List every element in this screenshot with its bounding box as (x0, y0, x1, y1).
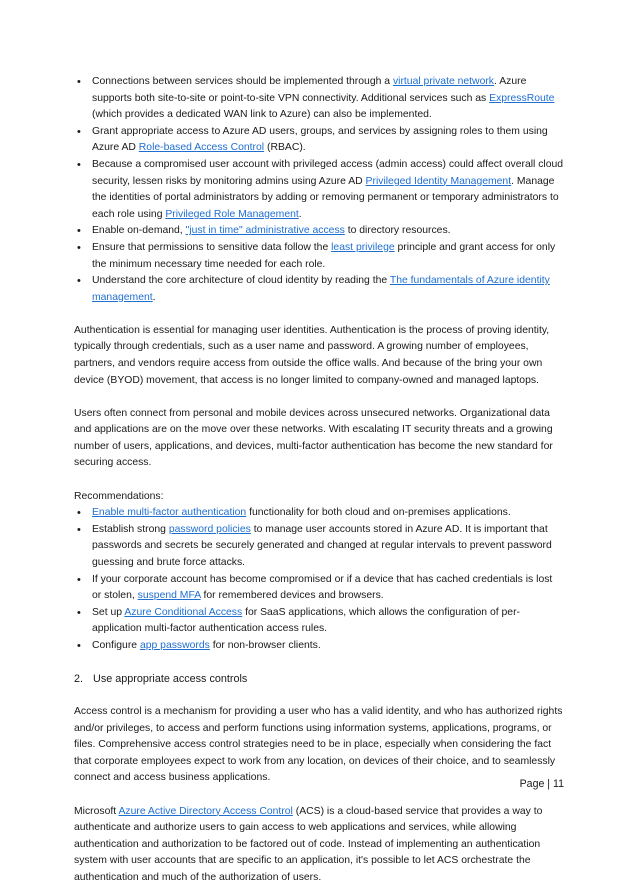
list-item: • Grant appropriate access to Azure AD users, groups, and services by assigning roles to them using Azure AD Role-based Access Control (RBAC). (74, 124, 564, 157)
list-item: • Establish strong password policies to manage user accounts stored in Azure AD. It is important that passwords and secrets be securely generated and changed at regular intervals to prevent password guessing and brute force attacks. (74, 522, 564, 572)
azure-ad-access-control-link[interactable]: Azure Active Directory Access Control (118, 805, 293, 817)
document-page (74, 74, 564, 887)
page-number: Page | 11 (519, 778, 564, 790)
acs-paragraph: Microsoft Azure Active Directory Access Control (ACS) is a cloud-based service that provides a way to authenticate and authorize users to gain access to web applications and services, while allowing authentication and authorization to be factored out of code. Instead of implementing an authentication system with user accounts that are specific to an application, it's possible to let ACS orchestrate the authentication and much of the authorization of users. (74, 805, 543, 883)
section-title: Use appropriate access controls (93, 673, 248, 685)
recommendations-label: Recommendations: (74, 490, 164, 502)
authentication-paragraph: Authentication is essential for managing user identities. Authentication is the process of proving identity, typically through credentials, such as a user name and password. A growing number of employees, partners, and vendors require access from outside the office walls. And because of the bring your own device (BYOD) movement, that access is no longer limited to company-owned and managed laptops. (74, 324, 550, 386)
just-in-time-access-link[interactable]: "just in time" administrative access (185, 225, 345, 237)
recommendations-list (74, 505, 564, 654)
list-item: • Configure app passwords for non-browser clients. (74, 638, 564, 655)
users-paragraph: Users often connect from personal and mobile devices across unsecured networks. Organizational data and applications are on the move over these networks. With escalating IT security threats and a growing number of users, applications, and devices, multi-factor authentication has become the new standard for securing access. (74, 407, 553, 469)
section-heading (74, 671, 564, 688)
rbac-link[interactable]: Role-based Access Control (138, 142, 265, 154)
app-passwords-link[interactable]: app passwords (139, 639, 210, 651)
virtual-private-network-link[interactable]: virtual private network (392, 76, 494, 87)
list-item: • Because a compromised user account with privileged access (admin access) could affect overall cloud security, lessen risks by monitoring admins using Azure AD Privileged Identity Management. Manage the identities of portal administrators by adding or removing permanent or temporary administrators to each role using Privileged Role Management. (74, 157, 564, 223)
list-item: • Enable on-demand, "just in time" administrative access to directory resources. (74, 223, 564, 240)
list-item: • Ensure that permissions to sensitive data follow the least privilege principle and grant access for only the minimum necessary time needed for each role. (74, 240, 564, 273)
azure-identity-fundamentals-link[interactable]: The fundamentals of Azure identity management (92, 275, 550, 303)
enable-mfa-link[interactable]: Enable multi-factor authentication (92, 507, 247, 519)
privileged-role-management-link[interactable]: Privileged Role Management (165, 208, 299, 220)
least-privilege-link[interactable]: least privilege (331, 241, 395, 253)
section-number: 2. (74, 673, 84, 685)
list-item: • Enable multi-factor authentication functionality for both cloud and on-premises applications. (74, 505, 564, 522)
expressroute-link[interactable]: ExpressRoute (489, 92, 555, 104)
suspend-mfa-link[interactable]: suspend MFA (137, 590, 201, 602)
top-bullet-list (74, 74, 564, 306)
access-control-paragraph: Access control is a mechanism for providing a user who has a valid identity, and who has authorized rights and/or privileges, to access and perform functions using information systems, applications, programs, or files. Comprehensive access control strategies need to be in place, especially when considering the fact that corporate employees expect to work from any location, on devices of their choice, and to seamlessly connect and access business applications. (74, 706, 563, 784)
password-policies-link[interactable]: password policies (168, 523, 251, 535)
list-item: • Understand the core architecture of cloud identity by reading the The fundamentals of Azure identity management. (74, 273, 564, 306)
list-item: • Set up Azure Conditional Access for SaaS applications, which allows the configuration of per-application multi-factor authentication access rules. (74, 605, 564, 638)
list-item: • If your corporate account has become compromised or if a device that has cached credentials is lost or stolen, suspend MFA for remembered devices and browsers. (74, 572, 564, 605)
privileged-identity-management-link[interactable]: Privileged Identity Management (365, 175, 512, 187)
azure-conditional-access-link[interactable]: Azure Conditional Access (124, 606, 243, 618)
list-item: • Connections between services should be implemented through a virtual private network. Azure supports both site-to-site or point-to-site VPN connectivity. Additional services such as ExpressRoute (which provides a dedicated WAN link to Azure) can also be implemented. (74, 74, 564, 124)
